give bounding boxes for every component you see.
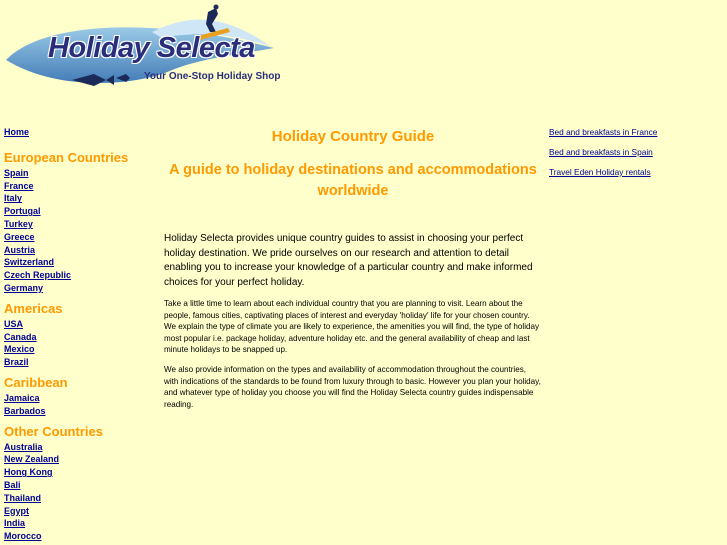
nav-link-brazil[interactable]: Brazil: [4, 357, 29, 368]
nav-link-france[interactable]: France: [4, 180, 34, 191]
nav-link-jamaica[interactable]: Jamaica: [4, 392, 40, 403]
nav-link-thailand[interactable]: Thailand: [4, 492, 42, 503]
nav-link-india[interactable]: India: [4, 518, 26, 529]
nav-link-turkey[interactable]: Turkey: [4, 218, 33, 229]
nav-heading-americas: Americas: [4, 300, 63, 316]
nav-link-australia[interactable]: Australia: [4, 441, 43, 452]
logo-tagline: Your One-Stop Holiday Shop: [144, 71, 281, 82]
left-nav: [4, 126, 154, 543]
nav-link-hong-kong[interactable]: Hong Kong: [4, 467, 53, 478]
nav-link-greece[interactable]: Greece: [4, 231, 35, 242]
body-paragraph-2: We also provide information on the types and availability of accommodation throughout the countries, with indications of the standards to be found from luxury through to basic. However you plan your holiday, and whatever type of holiday you choose you will find the Holiday Selecta country guides indispensable reading.: [164, 364, 541, 409]
nav-link-barbados[interactable]: Barbados: [4, 405, 46, 416]
link-bnb-france[interactable]: Bed and breakfasts in France: [549, 127, 658, 137]
site-logo[interactable]: [2, 2, 282, 98]
nav-link-morocco[interactable]: Morocco: [4, 531, 42, 542]
nav-link-italy[interactable]: Italy: [4, 193, 23, 204]
link-travel-eden[interactable]: Travel Eden Holiday rentals: [549, 167, 651, 177]
nav-link-egypt[interactable]: Egypt: [4, 505, 30, 516]
nav-heading-other: Other Countries: [4, 423, 103, 439]
logo-title: Holiday Selecta: [48, 32, 255, 64]
nav-heading-european: European Countries: [4, 149, 129, 165]
nav-home-link[interactable]: Home: [4, 127, 30, 137]
nav-link-austria[interactable]: Austria: [4, 244, 36, 255]
link-bnb-spain[interactable]: Bed and breakfasts in Spain: [549, 147, 653, 157]
nav-link-portugal[interactable]: Portugal: [4, 206, 41, 217]
body-paragraph-1: Take a little time to learn about each individual country that you are planning to visit. Learn about the people, famous cities, captivating places of interest and everyday 'holiday' life for your chosen country. We explain the type of climate you are likely to experience, the amenities you will find, the type of holiday most popular i.e. package holiday, adventure holiday etc. and the general availability of cheap and last minute holidays to be snapped up.: [164, 299, 540, 355]
nav-link-czech-republic[interactable]: Czech Republic: [4, 270, 72, 281]
nav-link-usa[interactable]: USA: [4, 318, 24, 329]
nav-link-mexico[interactable]: Mexico: [4, 344, 35, 355]
nav-link-new-zealand[interactable]: New Zealand: [4, 454, 60, 465]
nav-heading-caribbean: Caribbean: [4, 374, 68, 390]
intro-paragraph: Holiday Selecta provides unique country guides to assist in choosing your perfect holiday destination. We pride ourselves on our research and attention to detail enabling you to increase your knowledge of a particular country and make informed choices for your perfect holiday.: [164, 233, 533, 288]
page-subtitle: A guide to holiday destinations and accommodations worldwide: [169, 162, 537, 199]
right-links: [549, 126, 724, 186]
nav-link-germany[interactable]: Germany: [4, 282, 44, 293]
page-title: Holiday Country Guide: [271, 128, 435, 145]
nav-link-canada[interactable]: Canada: [4, 331, 37, 342]
nav-link-spain[interactable]: Spain: [4, 167, 29, 178]
nav-link-bali[interactable]: Bali: [4, 479, 21, 490]
main-content: [164, 124, 542, 410]
nav-link-switzerland[interactable]: Switzerland: [4, 257, 55, 268]
